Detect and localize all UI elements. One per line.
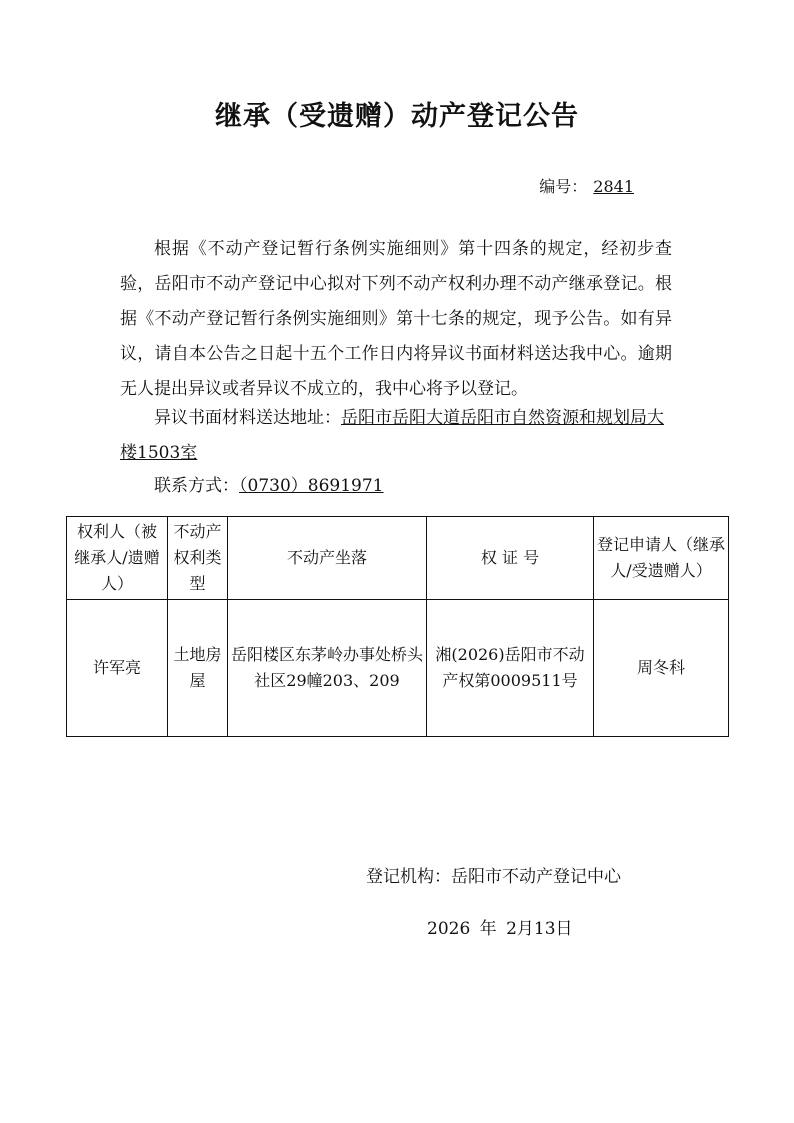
notice-date: 2026 年 2月13日 [427, 919, 573, 939]
serial-value: 2841 [593, 177, 634, 196]
notice-body: 根据《不动产登记暂行条例实施细则》第十四条的规定，经初步查验，岳阳市不动产登记中心拟对下列不动产权利办理不动产继承登记。根据《不动产登记暂行条例实施细则》第十七条的规定，现予公告。如有异议，请自本公告之日起十五个工作日内将异议书面材料送达我中心。逾期无人提出异议或者异议不成立的，我中心将予以登记。 [120, 239, 672, 399]
contact-label: 联系方式： [154, 476, 239, 496]
header-location: 不动产坐落 [228, 517, 427, 600]
objection-address [120, 401, 672, 471]
notice-title: 继承（受遗赠）动产登记公告 [215, 101, 579, 132]
cell-right-type: 土地房屋 [168, 600, 228, 737]
address-value: 岳阳市岳阳大道岳阳市自然资源和规划局大楼1503室 [120, 408, 664, 463]
address-label: 异议书面材料送达地址： [154, 408, 341, 428]
header-applicant: 登记申请人（继承人/受遗赠人） [594, 517, 729, 600]
header-certificate: 权 证 号 [427, 517, 594, 600]
registration-authority: 登记机构：岳阳市不动产登记中心 [366, 867, 621, 887]
header-right-type: 不动产权利类型 [168, 517, 228, 600]
contact-value: （0730）8691971 [239, 476, 384, 496]
cell-holder: 许军亮 [67, 600, 168, 737]
contact-info [120, 469, 672, 504]
cell-applicant: 周冬科 [594, 600, 729, 737]
property-table [66, 516, 729, 737]
table-header-row [67, 517, 729, 600]
serial-label: 编号： [539, 177, 588, 196]
table-row [67, 600, 729, 737]
cell-certificate: 湘(2026)岳阳市不动产权第0009511号 [427, 600, 594, 737]
serial-number [539, 174, 634, 197]
header-holder: 权利人（被继承人/遗赠人） [67, 517, 168, 600]
cell-location: 岳阳楼区东茅岭办事处桥头社区29幢203、209 [228, 600, 427, 737]
